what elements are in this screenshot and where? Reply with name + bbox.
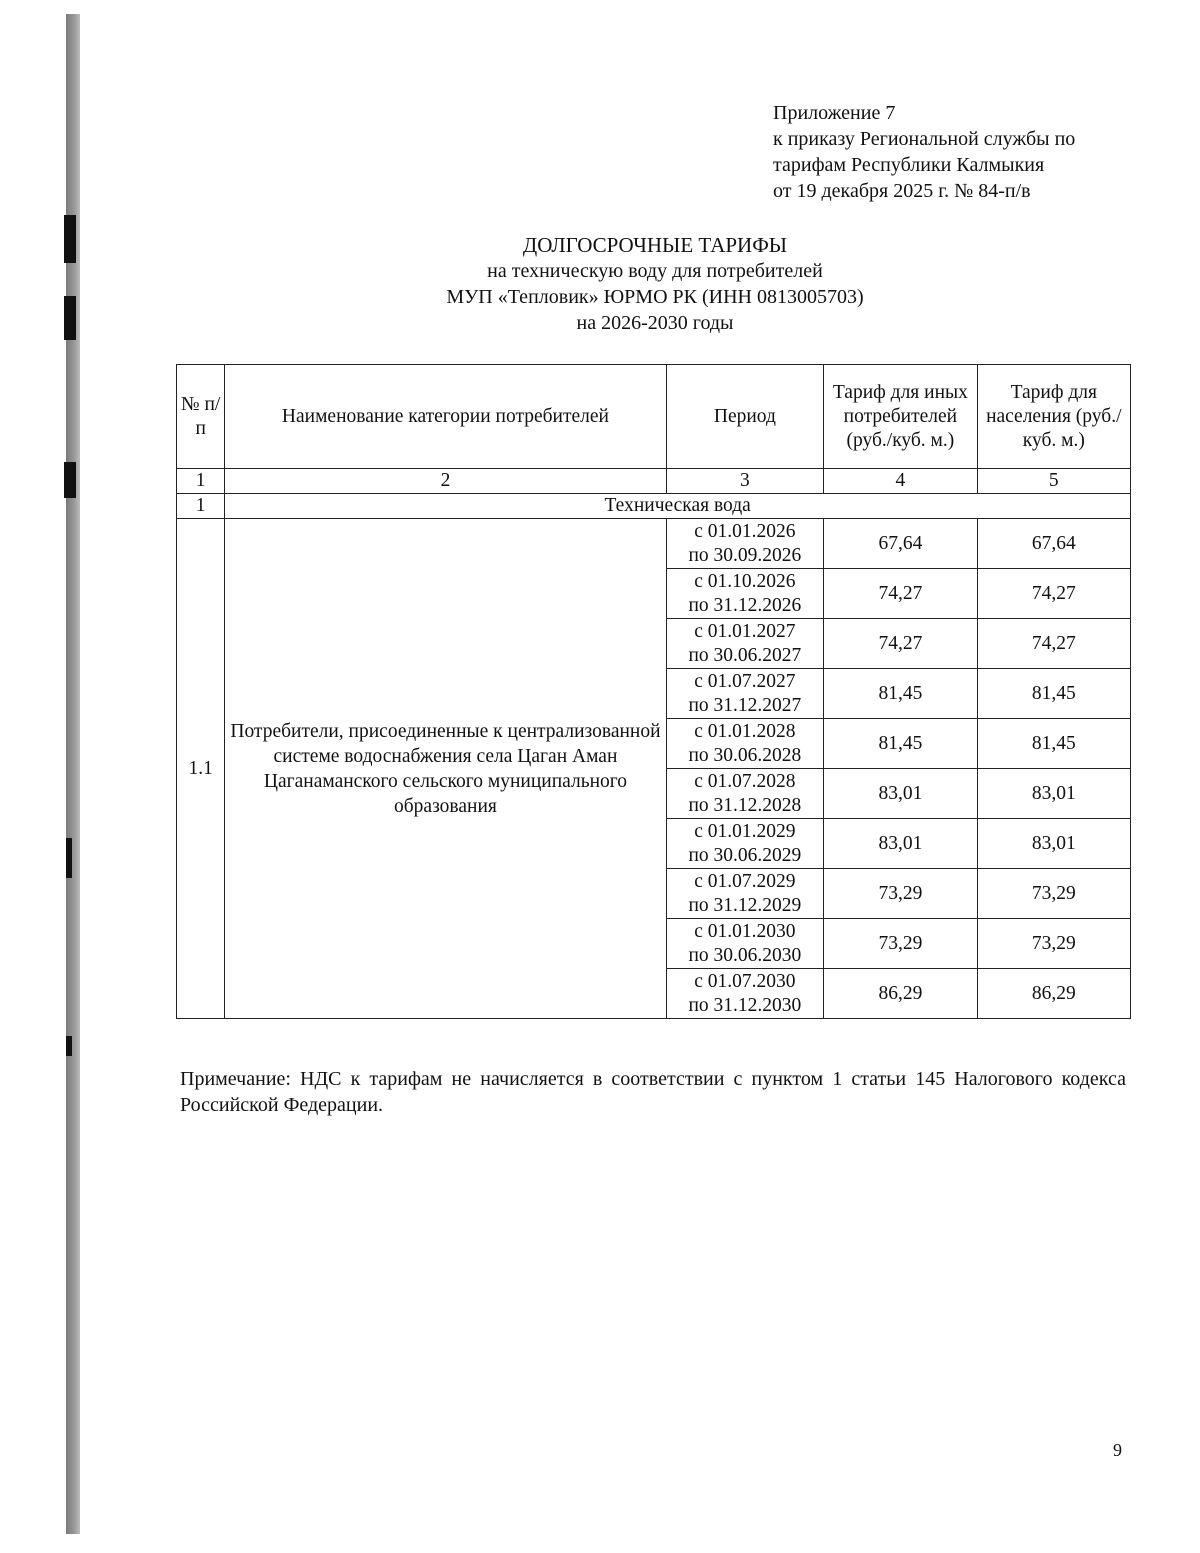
title-line: на техническую воду для потребителей	[487, 260, 823, 282]
tariff-other: 86,29	[824, 969, 977, 1019]
header-name: Наименование категории потребителей	[225, 365, 666, 469]
tariff-population: 73,29	[977, 869, 1130, 919]
column-number: 3	[666, 469, 824, 494]
appendix-line: к приказу Региональной службы по	[773, 128, 1076, 150]
period-cell	[666, 719, 824, 769]
group-no: 1.1	[177, 519, 225, 1019]
period-cell	[666, 819, 824, 869]
tariff-population: 81,45	[977, 669, 1130, 719]
period-cell	[666, 969, 824, 1019]
period-to: по 30.06.2028	[688, 744, 802, 766]
tariff-other: 81,45	[824, 719, 977, 769]
tariff-other: 81,45	[824, 669, 977, 719]
appendix-line: тарифам Республики Калмыкия	[773, 154, 1045, 176]
period-to: по 30.09.2026	[688, 544, 802, 566]
title-main: ДОЛГОСРОЧНЫЕ ТАРИФЫ	[522, 233, 788, 257]
tariff-population: 81,45	[977, 719, 1130, 769]
appendix-note	[773, 100, 1075, 204]
period-to: по 30.06.2029	[688, 844, 802, 866]
column-number-row	[177, 469, 1131, 494]
consumer-category: Потребители, присоединенные к централизованной системе водоснабжения села Цаган Аман Цаганаманского сельского муниципального образования	[225, 519, 666, 1019]
scan-mark	[64, 215, 76, 263]
document-title	[180, 232, 1130, 336]
tariff-other: 73,29	[824, 869, 977, 919]
page-number: 9	[1113, 1440, 1122, 1460]
tariff-population: 67,64	[977, 519, 1130, 569]
period-from: с 01.07.2027	[694, 670, 796, 692]
period-to: по 30.06.2027	[688, 644, 802, 666]
tariff-other: 67,64	[824, 519, 977, 569]
footnote: Примечание: НДС к тарифам не начисляется в соответствии с пунктом 1 статьи 145 Налогового кодекса Российской Федерации.	[180, 1068, 1126, 1116]
period-to: по 31.12.2030	[688, 994, 802, 1016]
period-cell	[666, 919, 824, 969]
column-number: 5	[977, 469, 1130, 494]
tariff-table	[176, 364, 1131, 1019]
period-from: с 01.01.2029	[694, 820, 796, 842]
period-from: с 01.07.2028	[694, 770, 796, 792]
period-from: с 01.07.2029	[694, 870, 796, 892]
appendix-line: от 19 декабря 2025 г. № 84-п/в	[773, 180, 1031, 202]
tariff-other: 74,27	[824, 619, 977, 669]
scan-mark	[66, 838, 72, 878]
table-row	[177, 519, 1131, 569]
title-line: на 2026-2030 годы	[576, 312, 734, 334]
tariff-other: 83,01	[824, 819, 977, 869]
header-tariff-population: Тариф для населения (руб./куб. м.)	[977, 365, 1130, 469]
tariff-other: 83,01	[824, 769, 977, 819]
column-number: 2	[225, 469, 666, 494]
section-row	[177, 494, 1131, 519]
period-cell	[666, 619, 824, 669]
tariff-other: 74,27	[824, 569, 977, 619]
appendix-line: Приложение 7	[773, 102, 896, 124]
tariff-population: 73,29	[977, 919, 1130, 969]
tariff-other: 73,29	[824, 919, 977, 969]
period-to: по 31.12.2028	[688, 794, 802, 816]
section-label: Техническая вода	[225, 494, 1131, 519]
header-no: № п/п	[177, 365, 225, 469]
tariff-population: 74,27	[977, 619, 1130, 669]
period-cell	[666, 869, 824, 919]
section-no: 1	[177, 494, 225, 519]
period-cell	[666, 669, 824, 719]
column-number: 1	[177, 469, 225, 494]
tariff-population: 83,01	[977, 819, 1130, 869]
period-from: с 01.01.2030	[694, 920, 796, 942]
period-from: с 01.01.2028	[694, 720, 796, 742]
title-line: МУП «Тепловик» ЮРМО РК (ИНН 0813005703)	[446, 286, 864, 308]
period-cell	[666, 519, 824, 569]
tariff-population: 74,27	[977, 569, 1130, 619]
period-to: по 30.06.2030	[688, 944, 802, 966]
tariff-population: 86,29	[977, 969, 1130, 1019]
period-from: с 01.10.2026	[694, 570, 796, 592]
period-to: по 31.12.2027	[688, 694, 802, 716]
tariff-population: 83,01	[977, 769, 1130, 819]
period-from: с 01.01.2027	[694, 620, 796, 642]
period-from: с 01.01.2026	[694, 520, 796, 542]
period-cell	[666, 569, 824, 619]
period-to: по 31.12.2029	[688, 894, 802, 916]
period-to: по 31.12.2026	[688, 594, 802, 616]
column-number: 4	[824, 469, 977, 494]
header-tariff-other: Тариф для иных потребителей (руб./куб. м.)	[824, 365, 977, 469]
scan-mark	[64, 296, 76, 340]
scan-mark	[66, 1036, 72, 1056]
scan-mark	[64, 462, 76, 498]
period-from: с 01.07.2030	[694, 970, 796, 992]
header-period: Период	[666, 365, 824, 469]
table-header-row	[177, 365, 1131, 469]
period-cell	[666, 769, 824, 819]
